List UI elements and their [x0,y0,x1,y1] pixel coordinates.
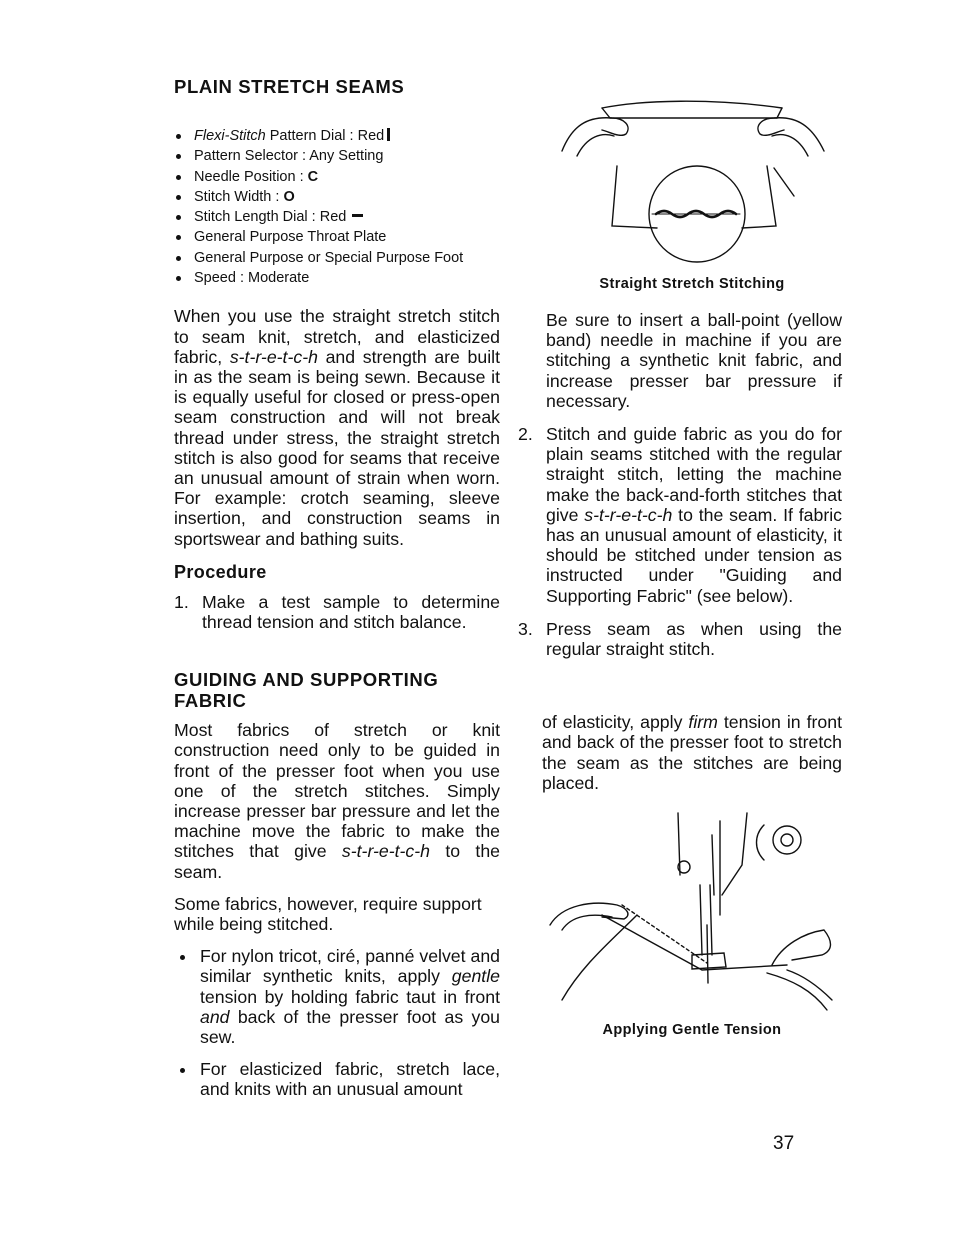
straight-stretch-stitching-illustration [542,96,842,268]
procedure-step-2: 2. Stitch and guide fabric as you do for plain seams stitched with the regular straight stitch, letting the machine make the back-and-forth stitches that give s-t-r-e-t-c-h to the seam. If fabric has an unusual amount of elasticity, it should be stitched under tension as instructed under "Guiding and Supporting Fabric" (see below). [518,424,842,606]
guiding-paragraph-1: Most fabrics of stretch or knit construction need only to be guided in front of the presser foot when you use one of the stretch stitches. Simply increase presser bar pressure and let the machine move the fabric to make the stitches that give s-t-r-e-t-c-h to the seam. [174,720,501,882]
elasticity-continuation: of elasticity, apply firm tension in front and back of the presser foot to stretch the seam as the stitches are being placed. [542,712,843,793]
figure-caption-straight-stretch: Straight Stretch Stitching [599,276,785,292]
section-title-plain-stretch-seams: PLAIN STRETCH SEAMS [174,76,405,97]
guiding-paragraph-2: Some fabrics, however, require support while being stitched. [174,893,482,935]
setting-item: Pattern Selector : Any Setting [174,146,500,166]
setting-item: Speed : Moderate [174,268,500,288]
left-column [174,76,500,1100]
section-title-guiding-fabric: GUIDING AND SUPPORTING FABRIC [174,669,439,712]
right-column [518,96,843,1039]
procedure-heading: Procedure [174,561,267,582]
figure-caption-gentle-tension: Applying Gentle Tension [602,1022,782,1039]
red-dash-mark [352,214,363,217]
setting-item: Flexi-Stitch Pattern Dial : Red [174,126,500,146]
guiding-bullet-2: For elasticized fabric, stretch lace, and knits with an unusual amount [174,1059,500,1099]
setting-item: General Purpose or Special Purpose Foot [174,248,500,268]
setting-item: Stitch Width : O [174,187,500,207]
procedure-step-3: 3. Press seam as when using the regular straight stitch. [518,618,842,660]
machine-settings-list [174,126,500,288]
guiding-bullet-1: For nylon tricot, ciré, panné velvet and similar synthetic knits, apply gentle tension by holding fabric taut in front and back of the presser foot as you sew. [174,946,500,1047]
setting-item: Stitch Length Dial : Red [174,207,500,227]
applying-gentle-tension-illustration [542,805,842,1020]
step-1-continuation-wrap [542,310,842,411]
step-1-continuation: Be sure to insert a ball-point (yellow band) needle in machine if you are stitching a synthetic knit fabric, and increase presser bar pressure if necessary. [546,310,842,411]
setting-item: Needle Position : C [174,167,500,187]
intro-paragraph: When you use the straight stretch stitch to seam knit, stretch, and elasticized fabric, s-t-r-e-t-c-h and strength are built in as the seam is being sewn. Because it is equally useful for closed or press-open seam construction and will not break thread under stress, the straight stretch stitch is also good for seams that receive an unusual amount of strain when worn. For example: crotch seaming, sleeve insertion, and construction seams in sportswear and bathing suits. [174,306,500,549]
page-number: 37 [773,1133,795,1154]
setting-item: General Purpose Throat Plate [174,227,500,247]
procedure-step-1: 1. Make a test sample to determine thread tension and stitch balance. [174,591,500,633]
red-bar-mark [387,128,390,141]
